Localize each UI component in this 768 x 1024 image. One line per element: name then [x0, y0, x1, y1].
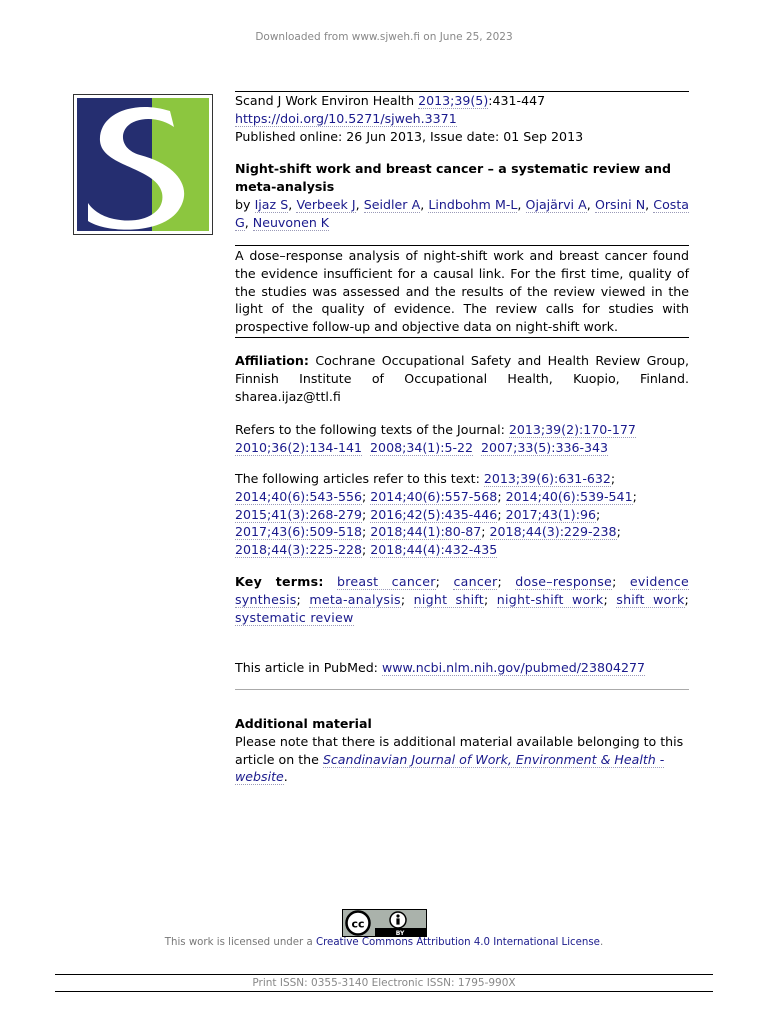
footer-top-rule: [55, 974, 713, 975]
citing-article-link[interactable]: 2018;44(1):80-87: [370, 524, 482, 540]
license-link[interactable]: Creative Commons Attribution 4.0 International License: [315, 937, 600, 948]
affiliation-label: Affiliation:: [235, 353, 309, 368]
citing-article-link[interactable]: 2014;40(6):543-556: [235, 488, 363, 504]
issn-line: Print ISSN: 0355-3140 Electronic ISSN: 1795-990X: [252, 977, 516, 989]
download-note: Downloaded from www.sjweh.fi on June 25, 2023: [255, 31, 513, 43]
pubmed-line: [235, 659, 689, 677]
doi-link[interactable]: https://doi.org/10.5271/sjweh.3371: [235, 110, 457, 126]
journal-citation-line: [235, 92, 689, 110]
reference-link[interactable]: 2008;34(1):5-22: [370, 439, 474, 455]
additional-material-heading: Additional material: [235, 716, 372, 731]
refers-to-label: Refers to the following texts of the Journal:: [235, 422, 505, 437]
citing-article-link[interactable]: 2013;39(6):631-632: [483, 471, 611, 486]
key-terms: Key terms: breast cancer; cancer; dose–response; evidence synthesis; meta-analysis; night shift; night-shift work; shift work; systematic review: [235, 574, 689, 625]
refers-to-section: [235, 421, 689, 457]
citing-article-link[interactable]: 2017;43(1):96: [505, 506, 596, 522]
author-link[interactable]: Lindbohm M-L: [428, 197, 518, 212]
reference-link[interactable]: 2007;33(5):336-343: [481, 439, 609, 455]
key-term-link[interactable]: night-shift work: [496, 591, 604, 607]
key-term-link[interactable]: evidence synthesis: [235, 574, 689, 607]
author-link[interactable]: Verbeek J: [296, 197, 356, 212]
author-list: by Ijaz S, Verbeek J, Seidler A, Lindbohm M-L, Ojajärvi A, Orsini N, Costa G, Neuvonen K: [235, 197, 690, 230]
author-link[interactable]: Ijaz S: [254, 197, 289, 212]
additional-material-text: Please note that there is additional material available belonging to this article on the Scandinavian Journal of Work, Environment & Health -website.: [235, 733, 684, 785]
sjweh-s-logo-icon: [74, 95, 212, 234]
article-summary: A dose–response analysis of night-shift work and breast cancer found the evidence insufficient for a causal link. For the first time, quality of the studies was assessed and the results of the review viewed in the light of the quality of evidence. The review calls for studies with prospective follow-up and objective data on night-shift work.: [235, 248, 689, 335]
author-link[interactable]: Costa G: [235, 197, 690, 230]
cc-badge-text: BY: [395, 929, 405, 936]
citing-article-link[interactable]: 2016;42(5):435-446: [370, 506, 498, 522]
pubmed-link[interactable]: www.ncbi.nlm.nih.gov/pubmed/23804277: [381, 660, 646, 675]
reference-link[interactable]: 2010;36(2):134-141: [235, 439, 363, 455]
publication-dates: Published online: 26 Jun 2013, Issue date: 01 Sep 2013: [235, 128, 584, 144]
footer-bottom-rule: [55, 991, 713, 992]
author-link[interactable]: Ojajärvi A: [525, 197, 587, 212]
journal-name: Scand J Work Environ Health: [235, 93, 415, 108]
key-terms-label: Key terms:: [235, 574, 324, 589]
key-term-link[interactable]: night shift: [413, 591, 484, 607]
key-term-link[interactable]: cancer: [453, 574, 498, 589]
reference-link[interactable]: 2013;39(2):170-177: [508, 422, 636, 437]
affiliation-text: Cochrane Occupational Safety and Health Review Group, Finnish Institute of Occupational Health, Kuopio, Finland.: [235, 353, 689, 386]
key-term-link[interactable]: shift work: [616, 591, 685, 607]
referred-by-section: The following articles refer to this text: 2013;39(6):631-632; 2014;40(6):543-556; 2014;40(6):557-568; 2014;40(6):539-541; 2015;41(3):268-279; 2016;42(5):435-446; 2017;43(1):96; 2017;43(6):509-518; 2018;44(1):80-87; 2018;44(3):229-238; 2018;44(3):225-228; 2018;44(4):432-435: [235, 471, 637, 558]
svg-text:cc: cc: [351, 917, 365, 931]
citing-article-link[interactable]: 2018;44(3):229-238: [489, 524, 617, 540]
citing-article-link[interactable]: 2015;41(3):268-279: [235, 506, 363, 522]
journal-info: [235, 92, 689, 145]
pubmed-label: This article in PubMed:: [235, 660, 378, 675]
citing-article-link[interactable]: 2014;40(6):539-541: [505, 488, 633, 504]
pubmed-divider: [235, 689, 689, 690]
cc-by-icon: [343, 910, 426, 936]
key-term-link[interactable]: dose–response: [515, 574, 613, 589]
key-term-link[interactable]: breast cancer: [337, 574, 436, 589]
journal-pages: :431-447: [488, 93, 546, 108]
by-label: by: [235, 197, 251, 212]
referred-by-label: The following articles refer to this text:: [235, 471, 480, 486]
journal-logo: [73, 94, 213, 235]
issue-link[interactable]: 2013;39(5): [418, 93, 489, 108]
citing-article-link[interactable]: 2018;44(3):225-228: [235, 542, 363, 558]
license-note: This work is licensed under a Creative Commons Attribution 4.0 International License.: [164, 937, 604, 948]
key-term-link[interactable]: meta-analysis: [309, 591, 401, 607]
additional-material: [235, 715, 689, 786]
author-link[interactable]: Neuvonen K: [252, 214, 330, 230]
affiliation: [235, 352, 689, 405]
contact-email: sharea.ijaz@ttl.fi: [235, 388, 341, 404]
summary-bottom-rule: [235, 337, 689, 338]
journal-website-link[interactable]: Scandinavian Journal of Work, Environment & Health -website: [235, 751, 665, 785]
author-link[interactable]: Seidler A: [363, 197, 421, 212]
citing-article-link[interactable]: 2018;44(4):432-435: [370, 542, 498, 558]
citing-article-link[interactable]: 2017;43(6):509-518: [235, 524, 363, 540]
author-link[interactable]: Orsini N: [594, 197, 646, 212]
summary-top-rule: [235, 245, 689, 246]
citing-article-link[interactable]: 2014;40(6):557-568: [370, 488, 498, 504]
cc-by-badge[interactable]: [342, 909, 427, 937]
key-term-link[interactable]: systematic review: [235, 609, 354, 625]
article-title: Night-shift work and breast cancer – a systematic review and meta-analysis: [235, 161, 672, 194]
